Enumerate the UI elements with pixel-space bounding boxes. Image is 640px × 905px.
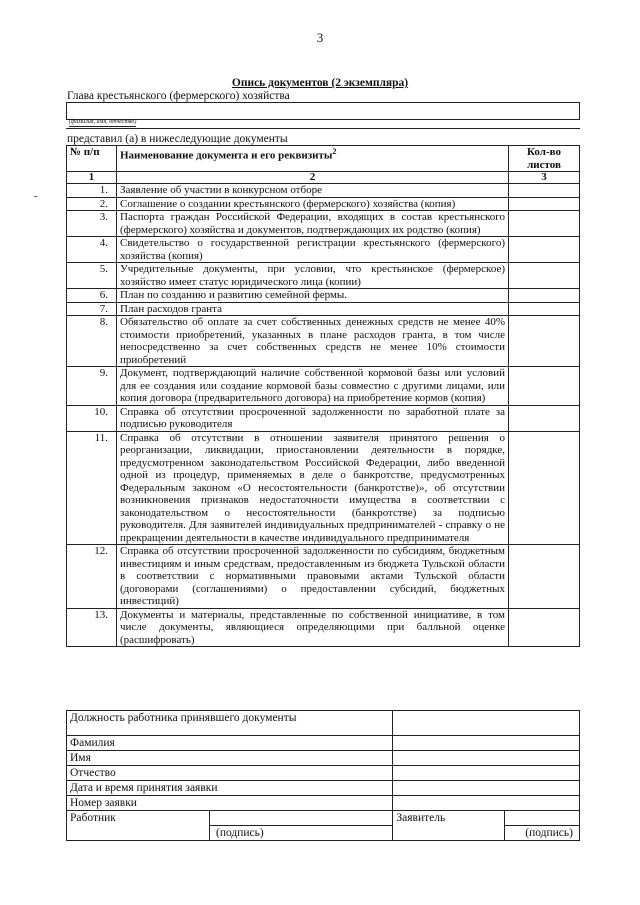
row-sheet-count[interactable] — [509, 289, 580, 303]
row-number: 8. — [67, 316, 117, 367]
row-document-name: Обязательство об оплате за счет собственных денежных средств не менее 40% стоимости приобретений, указанных в плане расходов гранта, в том числе непосредственно за счет собственных средств не менее 10% стоимости приобретений — [117, 316, 509, 367]
row-number: 1. — [67, 184, 117, 198]
col-number: 3 — [509, 172, 580, 184]
row-sheet-count[interactable] — [509, 302, 580, 316]
row-number: 2. — [67, 197, 117, 211]
row-document-name: Паспорта граждан Российской Федерации, входящих в состав крестьянского (фермерского) хозяйства и документов, подтверждающих их родство (копия) — [117, 211, 509, 237]
row-sheet-count[interactable] — [509, 367, 580, 406]
table-header-row — [67, 146, 580, 172]
table-row — [67, 316, 580, 367]
row-document-name: Справка об отсутствии в отношении заявителя принятого решения о реорганизации, ликвидации, приостановлении деятельности в порядке, предусмотренном законодательством Российской Федерации, либо введенной одной из процедур, применяемых в деле о банкротстве, предусмотренных Федеральным законом «О несостоятельности (банкротстве)», об отсутствии возникновения признаков недостаточности имущества в соответствии с законодательством о несостоятельности (банкротстве) за подписью руководителя. Для заявителей индивидуальных предпринимателей - справку о не прекращении деятельности в качестве индивидуального предпринимателя — [117, 431, 509, 545]
table-row — [67, 302, 580, 316]
header-qty: Кол-во листов — [509, 146, 580, 172]
row-sheet-count[interactable] — [509, 316, 580, 367]
row-sheet-count[interactable] — [509, 211, 580, 237]
table-row — [67, 289, 580, 303]
first-name-label: Имя — [67, 751, 393, 766]
column-numbers-row — [67, 172, 580, 184]
table-row — [67, 211, 580, 237]
row-document-name: Справка об отсутствии просроченной задолженности по субсидиям, бюджетным инвестициям и иным средствам, предоставленным из бюджета Тульской области в соответствии с нормативными правовыми актами Тульской области (договорами (соглашениями) о предоставлении субсидий, бюджетных инвестиций) — [117, 545, 509, 609]
row-document-name: Заявление об участии в конкурсном отборе — [117, 184, 509, 198]
receipt-row — [67, 825, 580, 840]
receipt-row — [67, 781, 580, 796]
datetime-field[interactable] — [393, 781, 580, 796]
row-number: 11. — [67, 431, 117, 545]
table-row — [67, 197, 580, 211]
applicant-blank — [393, 825, 505, 840]
receipt-row — [67, 796, 580, 811]
receipt-row — [67, 811, 580, 826]
row-number: 7. — [67, 302, 117, 316]
table-row — [67, 405, 580, 431]
row-document-name: План расходов гранта — [117, 302, 509, 316]
row-number: 9. — [67, 367, 117, 406]
row-document-name: Документы и материалы, представленные по собственной инициативе, в том числе документы, являющиеся определяющими при балльной оценке (расшифровать) — [117, 608, 509, 647]
applicant-signature-caption: (подпись) — [505, 825, 580, 840]
applicant-label: Заявитель — [393, 811, 505, 826]
row-number: 5. — [67, 263, 117, 289]
row-sheet-count[interactable] — [509, 608, 580, 647]
applicant-signature-field[interactable] — [505, 811, 580, 826]
row-number: 4. — [67, 237, 117, 263]
row-number: 13. — [67, 608, 117, 647]
row-sheet-count[interactable] — [509, 545, 580, 609]
receipt-table — [66, 710, 580, 841]
receipt-row — [67, 711, 580, 736]
datetime-label: Дата и время принятия заявки — [67, 781, 393, 796]
row-sheet-count[interactable] — [509, 237, 580, 263]
worker-blank — [67, 825, 210, 840]
app-number-label: Номер заявки — [67, 796, 393, 811]
row-number: 12. — [67, 545, 117, 609]
row-sheet-count[interactable] — [509, 431, 580, 545]
table-row — [67, 545, 580, 609]
row-document-name: Соглашение о создании крестьянского (фермерского) хозяйства (копия) — [117, 197, 509, 211]
col-number: 2 — [117, 172, 509, 184]
name-field[interactable] — [66, 102, 580, 120]
presented-label: представил (а) в нижеследующие документы — [67, 133, 288, 145]
row-document-name: Документ, подтверждающий наличие собственной кормовой базы или условий для ее создания или создание кормовой базы совместно с другими лицами, или копия договора (предварительного договора) на приобретение кормов (копия) — [117, 367, 509, 406]
receipt-row — [67, 736, 580, 751]
row-number: 6. — [67, 289, 117, 303]
table-row — [67, 184, 580, 198]
row-sheet-count[interactable] — [509, 184, 580, 198]
row-number: 3. — [67, 211, 117, 237]
worker-label: Работник — [67, 811, 210, 826]
table-row — [67, 263, 580, 289]
divider — [66, 128, 580, 129]
row-sheet-count[interactable] — [509, 197, 580, 211]
receipt-row — [67, 751, 580, 766]
worker-signature-caption: (подпись) — [210, 825, 393, 840]
documents-table — [66, 145, 580, 647]
row-number: 10. — [67, 405, 117, 431]
header-num: № п/п — [67, 146, 117, 172]
table-row — [67, 237, 580, 263]
position-label: Должность работника принявшего документы — [67, 711, 393, 736]
worker-signature-field[interactable] — [210, 811, 393, 826]
row-sheet-count[interactable] — [509, 263, 580, 289]
patronymic-field[interactable] — [393, 766, 580, 781]
col-number: 1 — [67, 172, 117, 184]
name-hint: (фамилия, имя, отчество) — [69, 119, 137, 125]
receipt-row — [67, 766, 580, 781]
margin-mark: - — [34, 191, 38, 202]
document-title: Опись документов (2 экземпляра) — [231, 77, 409, 89]
page-number: 3 — [316, 30, 324, 45]
row-sheet-count[interactable] — [509, 405, 580, 431]
surname-label: Фамилия — [67, 736, 393, 751]
patronymic-label: Отчество — [67, 766, 393, 781]
table-row — [67, 608, 580, 647]
row-document-name: Справка об отсутствии просроченной задолженности по заработной плате за подписью руководителя — [117, 405, 509, 431]
row-document-name: Свидетельство о государственной регистрации крестьянского (фермерского) хозяйства (копия) — [117, 237, 509, 263]
first-name-field[interactable] — [393, 751, 580, 766]
app-number-field[interactable] — [393, 796, 580, 811]
position-field[interactable] — [393, 711, 580, 736]
row-document-name: Учредительные документы, при условии, что крестьянское (фермерское) хозяйство имеет статус юридического лица (копии) — [117, 263, 509, 289]
head-label: Глава крестьянского (фермерского) хозяйства — [67, 90, 290, 102]
table-row — [67, 431, 580, 545]
header-name: Наименование документа и его реквизиты$^2$ — [117, 146, 509, 172]
table-row — [67, 367, 580, 406]
surname-field[interactable] — [393, 736, 580, 751]
row-document-name: План по созданию и развитию семейной фермы. — [117, 289, 509, 303]
